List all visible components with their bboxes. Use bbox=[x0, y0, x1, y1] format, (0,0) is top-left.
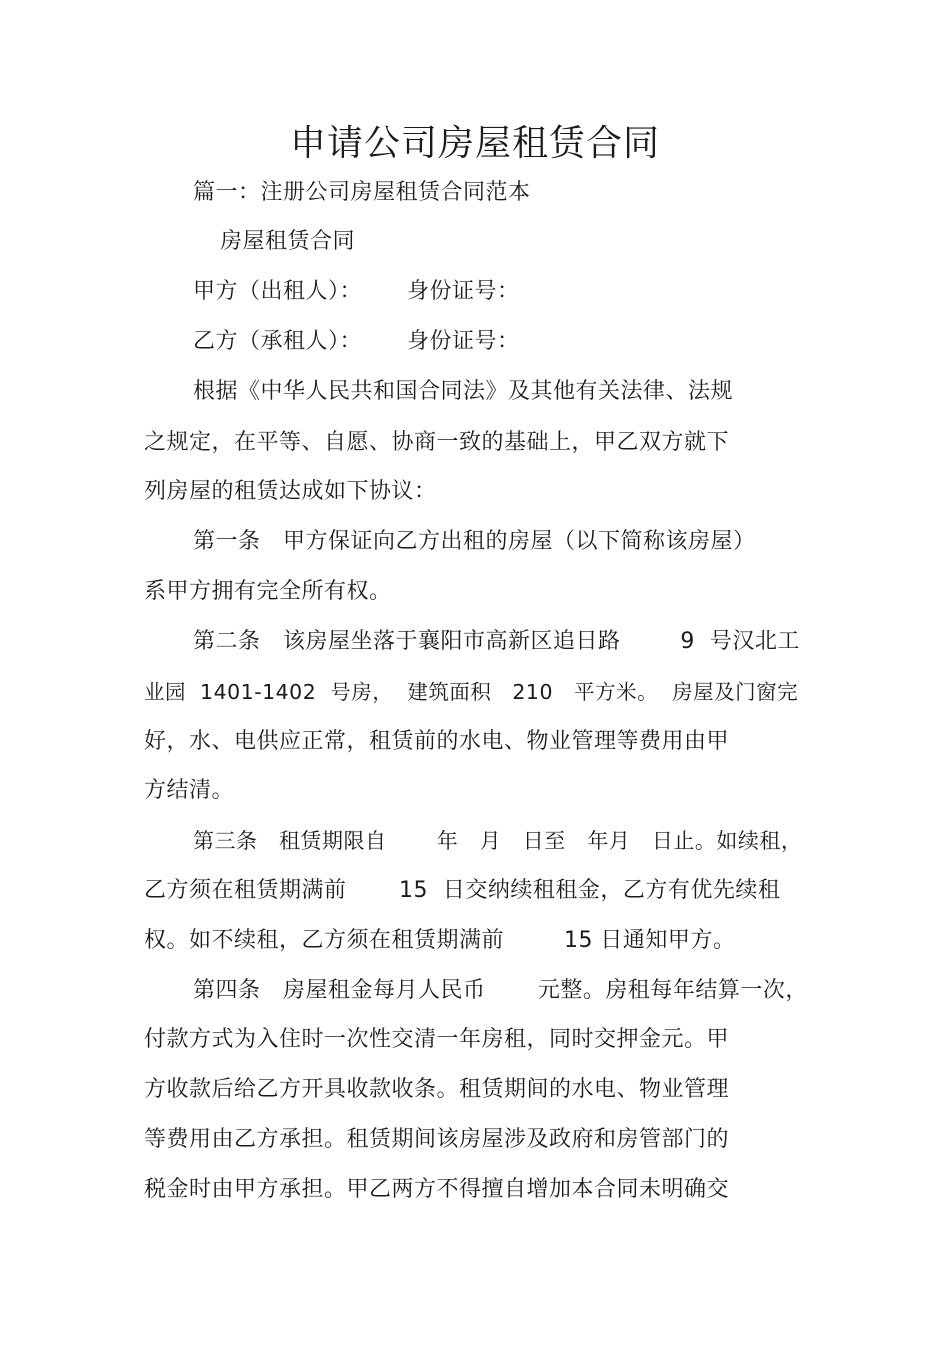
text-line: 付款方式为入住时一次性交清一年房租，同时交押金元。甲 bbox=[144, 1027, 730, 1052]
text-line: 甲方（出租人）： 身份证号： bbox=[193, 279, 520, 304]
text-line: 房屋租赁合同 bbox=[220, 229, 356, 254]
text-line: 等费用由乙方承担。租赁期间该房屋涉及政府和房管部门的 bbox=[144, 1127, 730, 1152]
text-line: 系甲方拥有完全所有权。 bbox=[144, 579, 392, 604]
text-line: 乙方（承租人）： 身份证号： bbox=[193, 329, 520, 354]
text-line: 列房屋的租赁达成如下协议： bbox=[144, 479, 437, 504]
text-line: 之规定，在平等、自愿、协商一致的基础上，甲乙双方就下 bbox=[144, 430, 730, 455]
text-line: 业园 1401-1402 号房， 建筑面积 210 平方米。 房屋及门窗完 bbox=[144, 680, 799, 704]
text-line: 好，水、电供应正常，租赁前的水电、物业管理等费用由甲 bbox=[144, 729, 730, 754]
text-line: 第二条 该房屋坐落于襄阳市高新区追日路 9 号汉北工 bbox=[193, 629, 800, 654]
text-line: 方结清。 bbox=[144, 778, 235, 803]
text-line: 第四条 房屋租金每月人民币 元整。房租每年结算一次， bbox=[193, 978, 808, 1003]
text-line: 第一条 甲方保证向乙方出租的房屋（以下简称该房屋） bbox=[193, 529, 756, 554]
text-line: 税金时由甲方承担。甲乙两方不得擅自增加本合同未明确交 bbox=[144, 1177, 730, 1202]
text-line: 权。如不续租，乙方须在租赁期满前 15 日通知甲方。 bbox=[144, 928, 736, 953]
text-line: 篇一：注册公司房屋租赁合同范本 bbox=[193, 180, 531, 205]
document-title: 申请公司房屋租赁合同 bbox=[289, 123, 660, 164]
text-line: 乙方须在租赁期满前 15 日交纳续租租金，乙方有优先续租 bbox=[144, 878, 781, 903]
text-line: 第三条 租赁期限自 年 月 日至 年月 日止。如续租， bbox=[193, 829, 803, 853]
text-line: 方收款后给乙方开具收款收条。租赁期间的水电、物业管理 bbox=[144, 1077, 730, 1102]
text-line: 根据《中华人民共和国合同法》及其他有关法律、法规 bbox=[193, 379, 734, 404]
